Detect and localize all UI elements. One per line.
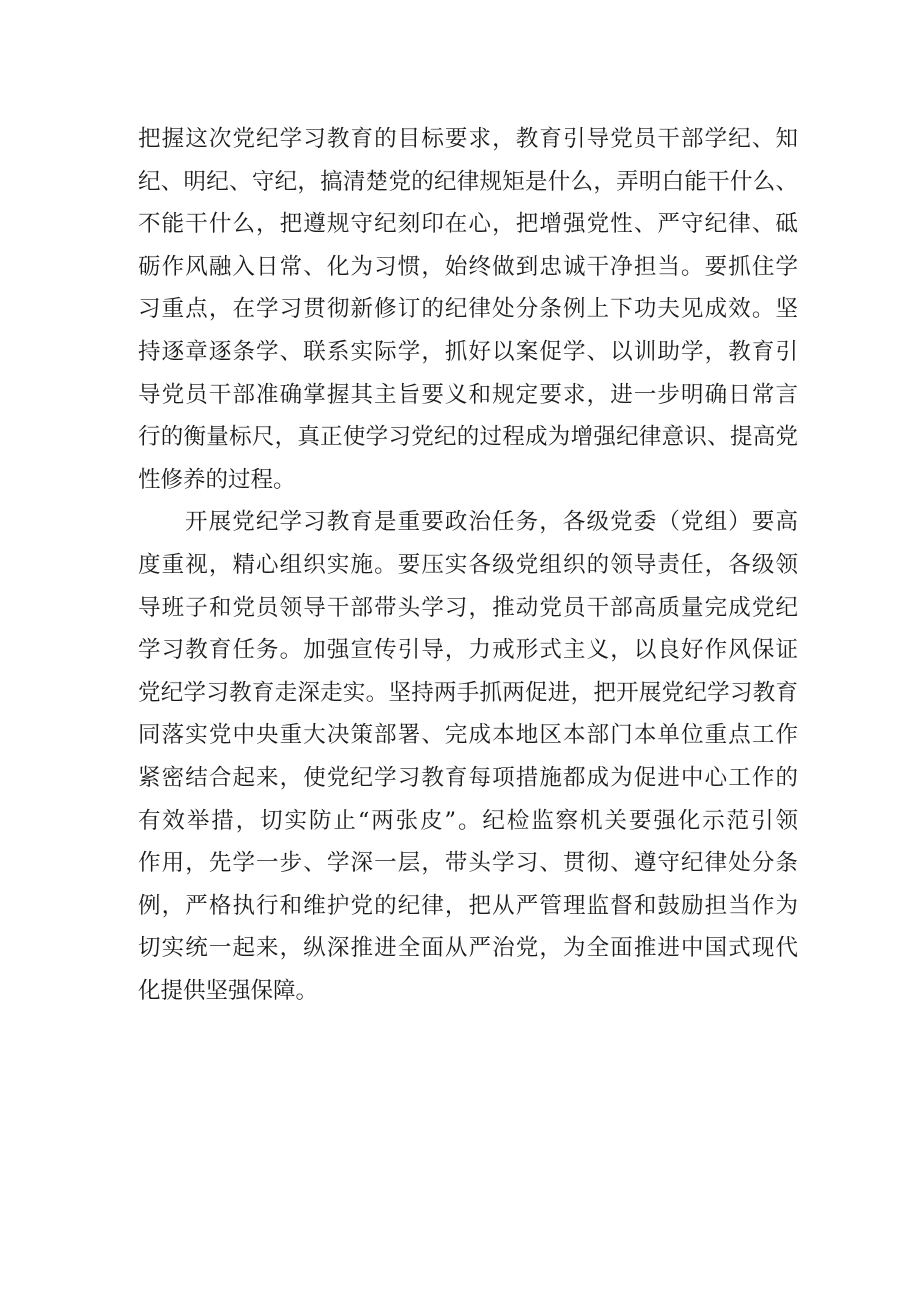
text-line: 导班子和党员领导干部带头学习，推动党员干部高质量完成党纪 [138, 594, 798, 621]
text-line: 纪、明纪、守纪，搞清楚党的纪律规矩是什么，弄明白能干什么、 [138, 168, 798, 195]
text-line: 切实统一起来，纵深推进全面从严治党，为全面推进中国式现代 [138, 935, 798, 962]
text-line: 砺作风融入日常、化为习惯，始终做到忠诚干净担当。要抓住学 [138, 253, 798, 280]
text-line: 度重视，精心组织实施。要压实各级党组织的领导责任，各级领 [138, 551, 798, 578]
paragraph-1 [138, 118, 798, 501]
text-line: 例，严格执行和维护党的纪律，把从严管理监督和鼓励担当作为 [138, 892, 798, 919]
text-line: 持逐章逐条学、联系实际学，抓好以案促学、以训助学，教育引 [138, 338, 798, 365]
paragraph-2 [138, 501, 798, 1012]
body-text [138, 118, 798, 1012]
text-line: 不能干什么，把遵规守纪刻印在心，把增强党性、严守纪律、砥 [138, 211, 798, 238]
text-line: 导党员干部准确掌握其主旨要义和规定要求，进一步明确日常言 [138, 381, 798, 408]
text-line: 性修养的过程。 [138, 466, 296, 493]
text-line: 把握这次党纪学习教育的目标要求，教育引导党员干部学纪、知 [138, 126, 798, 152]
text-line: 党纪学习教育走深走实。坚持两手抓两促进，把开展党纪学习教育 [138, 679, 798, 706]
text-line: 行的衡量标尺，真正使学习党纪的过程成为增强纪律意识、提高党 [138, 424, 798, 451]
text-line: 作用，先学一步、学深一层，带头学习、贯彻、遵守纪律处分条 [138, 850, 798, 877]
text-line: 习重点，在学习贯彻新修订的纪律处分条例上下功夫见成效。坚 [138, 296, 798, 323]
text-line: 化提供坚强保障。 [138, 977, 319, 1004]
text-line: 有效举措，切实防止“两张皮”。纪检监察机关要强化示范引领 [138, 807, 798, 834]
text-line: 紧密结合起来，使党纪学习教育每项措施都成为促进中心工作的 [138, 764, 798, 791]
text-line: 同落实党中央重大决策部署、完成本地区本部门本单位重点工作 [138, 722, 798, 749]
text-line: 学习教育任务。加强宣传引导，力戒形式主义，以良好作风保证 [138, 637, 798, 664]
text-line: 开展党纪学习教育是重要政治任务，各级党委（党组）要高 [185, 509, 798, 536]
